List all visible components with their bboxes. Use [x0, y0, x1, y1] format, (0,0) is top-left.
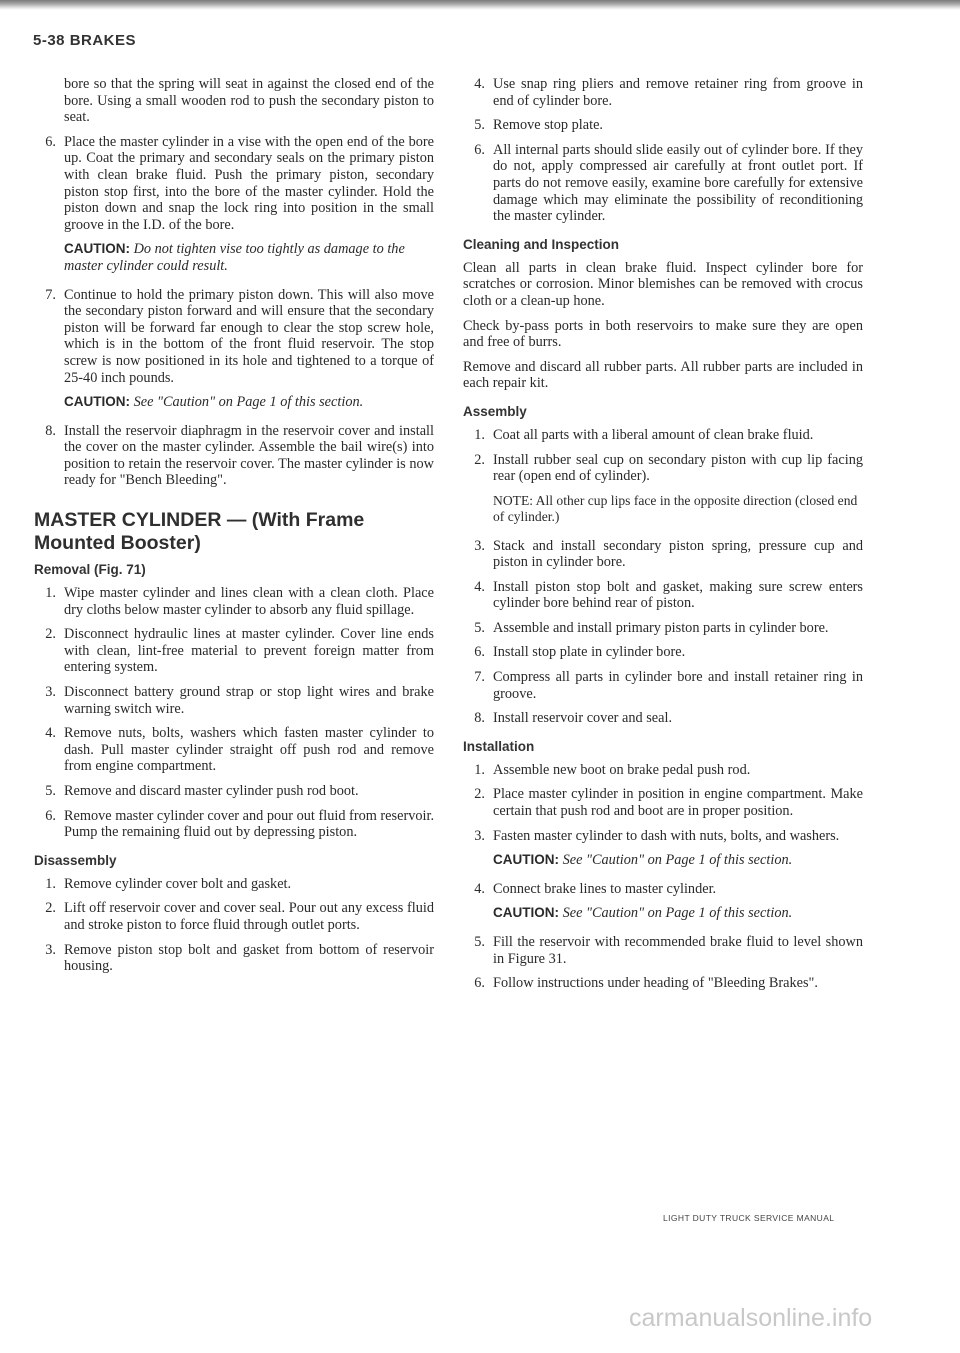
- item-text: All internal parts should slide easily out of cylinder bore. If they do not, apply compressed air carefully at front outlet port. If parts do not remove easily, examine bore carefully for extensive damage which may eliminate the possibility of reconditioning the master cylinder.: [493, 141, 863, 225]
- caution-label: CAUTION:: [64, 241, 130, 257]
- item-number: 8.: [45, 422, 56, 439]
- list-item: [34, 900, 434, 933]
- list-item: [34, 942, 434, 975]
- list-item: [34, 876, 434, 893]
- caution-text: See "Caution" on Page 1 of this section.: [133, 394, 364, 411]
- item-text: Compress all parts in cylinder bore and install retainer ring in groove.: [493, 669, 863, 702]
- item-text: Place the master cylinder in a vise with the open end of the bore up. Coat the primary and secondary seals on the primary piston with clean brake fluid. Push the primary piston, secondary piston stop first, into the bore of the master cylinder. Hold the piston down and snap the lock ring into position in the small groove in the I.D. of the bore.: [64, 133, 434, 233]
- list-item: [463, 786, 863, 819]
- list-item: [34, 423, 434, 489]
- list-item: [463, 828, 863, 845]
- list-item: [463, 934, 863, 967]
- cleaning-paragraph: Clean all parts in clean brake fluid. Inspect cylinder bore for scratches or corrosion. Minor blemishes can be removed with crocus cloth or a clean-up hone.: [463, 259, 863, 309]
- item-text: Fill the reservoir with recommended brake fluid to level shown in Figure 31.: [493, 934, 863, 967]
- list-item: [463, 117, 863, 134]
- caution-note: [463, 905, 863, 922]
- disassembly-list-continued: [463, 76, 863, 225]
- item-text: Wipe master cylinder and lines clean with a clean cloth. Place dry cloths below master cylinder to absorb any fluid spillage.: [64, 585, 434, 618]
- caution-text: See "Caution" on Page 1 of this section.: [562, 905, 793, 922]
- item-text: Use snap ring pliers and remove retainer ring from groove in end of cylinder bore.: [493, 76, 863, 109]
- installation-heading: Installation: [463, 738, 535, 754]
- item-text: Install piston stop bolt and gasket, making sure screw enters cylinder bore behind rear of piston.: [493, 578, 863, 612]
- list-item: [463, 579, 863, 612]
- item-number: 4.: [45, 725, 56, 742]
- note: NOTE: All other cup lips face in the opposite direction (closed end of cylinder.): [493, 492, 858, 525]
- page-header: 5-38 BRAKES: [33, 32, 137, 49]
- list-item: [34, 585, 434, 618]
- caution-text: See "Caution" on Page 1 of this section.: [562, 852, 793, 869]
- item-number: 7.: [45, 286, 56, 303]
- item-number: 2.: [474, 786, 485, 803]
- item-text: Disconnect hydraulic lines at master cylinder. Cover line ends with clean, lint-free material to prevent foreign matter from entering system.: [64, 626, 434, 676]
- list-item: [463, 452, 863, 485]
- item-text: Disconnect battery ground strap or stop light wires and brake warning switch wire.: [64, 684, 434, 717]
- disassembly-list: [34, 876, 434, 975]
- item-text: Remove and discard master cylinder push rod boot.: [64, 783, 359, 799]
- manual-footer: LIGHT DUTY TRUCK SERVICE MANUAL: [663, 1213, 835, 1223]
- item-number: 4.: [474, 880, 485, 897]
- item-number: 5.: [474, 619, 485, 636]
- item-number: 5.: [474, 934, 485, 950]
- item-number: 2.: [45, 626, 56, 643]
- list-item: [34, 684, 434, 717]
- item-number: 1.: [474, 761, 485, 778]
- item-number: 3.: [474, 537, 485, 554]
- item-number: 3.: [45, 684, 56, 701]
- item-text: Remove stop plate.: [493, 117, 603, 134]
- removal-heading: Removal (Fig. 71): [34, 562, 146, 578]
- item-text: Assemble new boot on brake pedal push rod.: [493, 761, 751, 778]
- caution-text: Do not tighten vise too tightly as damage to the master cylinder could result.: [64, 241, 405, 274]
- section-title: MASTER CYLINDER — (With Frame Mounted Booster): [34, 509, 365, 554]
- list-item: [463, 669, 863, 702]
- item-text: Install stop plate in cylinder bore.: [493, 644, 686, 661]
- item-number: 6.: [45, 133, 56, 150]
- continued-paragraph: bore so that the spring will seat in against the closed end of the bore. Using a small wooden rod to push the secondary piston to seat.: [64, 76, 434, 126]
- list-item: [463, 142, 863, 225]
- list-item: [463, 538, 863, 571]
- cleaning-paragraph: Remove and discard all rubber parts. All rubber parts are included in each repair kit.: [463, 358, 863, 392]
- list-item: [34, 626, 434, 676]
- list-item: [463, 620, 863, 637]
- list-item: [463, 762, 863, 779]
- list-item: [34, 287, 434, 387]
- item-number: 8.: [474, 710, 485, 727]
- item-text: Stack and install secondary piston spring, pressure cup and piston in cylinder bore.: [493, 537, 863, 571]
- item-text: Install the reservoir diaphragm in the reservoir cover and install the cover on the master cylinder. Assemble the bail wire(s) into position to retain the reservoir cover. The master cylinder is now ready for "Bench Bleeding".: [64, 422, 434, 489]
- item-number: 3.: [45, 941, 56, 958]
- top-rule: [0, 0, 960, 10]
- item-number: 1.: [474, 426, 485, 443]
- item-text: Fasten master cylinder to dash with nuts, bolts, and washers.: [493, 827, 840, 844]
- caution-label: CAUTION:: [493, 905, 559, 921]
- item-number: 3.: [474, 827, 485, 844]
- caution-label: CAUTION:: [493, 852, 559, 868]
- list-item: [463, 644, 863, 661]
- list-item: [463, 710, 863, 727]
- list-item: [34, 134, 434, 234]
- removal-list: [34, 585, 434, 841]
- item-text: Remove master cylinder cover and pour out fluid from reservoir. Pump the remaining fluid out by depressing piston.: [64, 807, 435, 841]
- list-item: [34, 725, 434, 775]
- item-number: 4.: [474, 578, 485, 595]
- caution-label: CAUTION:: [64, 394, 130, 410]
- item-number: 6.: [45, 807, 56, 824]
- item-number: 2.: [474, 451, 485, 468]
- list-item: [463, 427, 863, 444]
- item-number: 7.: [474, 669, 485, 686]
- list-item: [34, 783, 434, 800]
- list-item: [463, 881, 863, 898]
- list-item: [463, 76, 863, 109]
- assembly-list: [463, 538, 863, 727]
- item-text: Continue to hold the primary piston down. This will also move the secondary piston forward and will ensure that the secondary piston will be forward far enough to clear the stop screw hole, which is in the bottom of the front fluid reservoir. The stop screw is now positioned in its hole and tightened to a torque of 25-40 inch pounds.: [64, 286, 434, 386]
- item-text: Connect brake lines to master cylinder.: [493, 880, 717, 897]
- item-number: 1.: [45, 875, 56, 892]
- item-number: 5.: [474, 117, 485, 134]
- item-number: 2.: [45, 900, 56, 917]
- list-item: [463, 975, 863, 992]
- caution-note: [463, 852, 863, 869]
- right-column: [463, 76, 863, 1000]
- item-text: Place master cylinder in position in engine compartment. Make certain that push rod and boot are in proper position.: [493, 786, 863, 820]
- assembly-heading: Assembly: [463, 403, 527, 419]
- item-number: 1.: [45, 585, 56, 602]
- item-text: Remove nuts, bolts, washers which fasten master cylinder to dash. Pull master cylinder straight off push rod and remove from engine compartment.: [64, 725, 434, 775]
- item-number: 6.: [474, 141, 485, 158]
- item-number: 5.: [45, 783, 56, 799]
- cleaning-paragraph: Check by-pass ports in both reservoirs to make sure they are open and free of burrs.: [463, 317, 863, 351]
- item-text: Remove cylinder cover bolt and gasket.: [64, 875, 292, 892]
- left-column: [34, 76, 434, 983]
- item-text: Assemble and install primary piston parts in cylinder bore.: [493, 619, 829, 636]
- item-text: Install reservoir cover and seal.: [493, 710, 673, 727]
- caution-note: [34, 394, 434, 411]
- item-text: Follow instructions under heading of "Bleeding Brakes".: [493, 975, 818, 992]
- item-text: Install rubber seal cup on secondary piston with cup lip facing rear (open end of cylinder).: [493, 451, 863, 485]
- cleaning-heading: Cleaning and Inspection: [463, 236, 620, 252]
- item-text: Remove piston stop bolt and gasket from bottom of reservoir housing.: [64, 941, 434, 975]
- item-text: Coat all parts with a liberal amount of clean brake fluid.: [493, 426, 814, 443]
- watermark: carmanualsonline.info: [629, 1304, 873, 1332]
- item-number: 4.: [474, 76, 485, 92]
- item-text: Lift off reservoir cover and cover seal. Pour out any excess fluid and stroke piston to force fluid through outlet ports.: [64, 900, 434, 933]
- item-number: 6.: [474, 644, 485, 661]
- disassembly-heading: Disassembly: [34, 852, 117, 868]
- item-number: 6.: [474, 975, 485, 992]
- caution-note: [34, 241, 434, 274]
- list-item: [34, 808, 434, 841]
